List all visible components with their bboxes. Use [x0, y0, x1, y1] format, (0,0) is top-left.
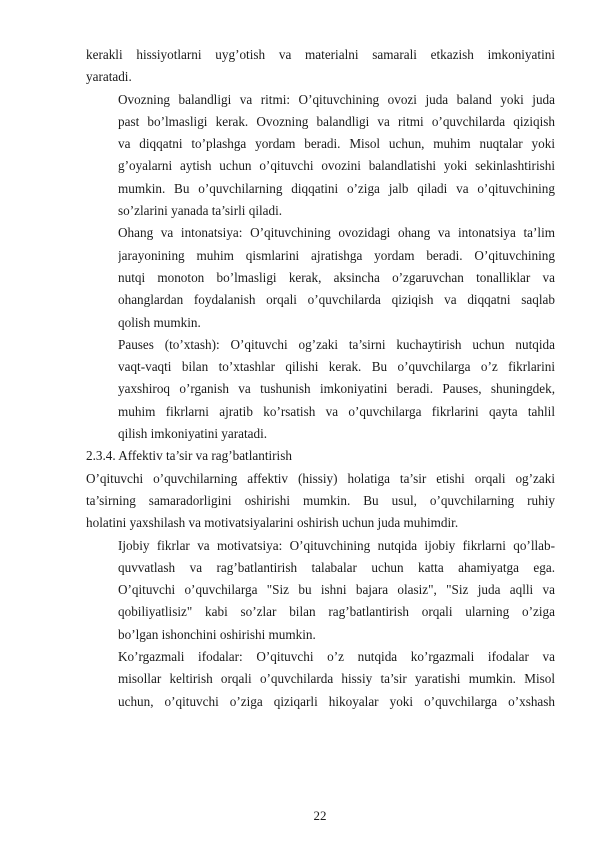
text-span: Pauses (to’xtash): O’qituvchi og’zaki ta’sirni kuchaytirish uchun nutqida: [118, 336, 555, 352]
text-line: past bo’lmasligi kerak. Ovozning balandligi va ritmi o’quvchilarda qiziqish: [118, 113, 555, 129]
bullet-item-ohang-va-intonatsiya: [118, 222, 555, 333]
text-line: nutqi monoton bo’lmasligi kerak, aksincha o’zgaruvchan tonalliklar va: [118, 269, 555, 285]
text-line: O’qituvchi o’quvchilarning affektiv (hissiy) holatiga ta’sir etishi orqali og’zaki: [86, 470, 555, 486]
text-line: qilish imkoniyatini yaratadi.: [118, 426, 268, 442]
text-line: ohanglardan foydalanish orqali o’quvchilarda qiziqish va diqqatni saqlab: [118, 292, 555, 308]
text-line: quvvatlash va rag’batlantirish talabalar uchun katta ahamiyatga ega.: [118, 559, 555, 575]
text-line: kerakli hissiyotlarni uyg’otish va materialni samarali etkazish imkoniyatini: [86, 47, 555, 62]
text-span: Ovozning balandligi va ritmi: O’qituvchining ovozi juda baland yoki juda: [118, 91, 555, 107]
text-line: va diqqatni to’plashga yordam beradi. Misol uchun, muhim nuqtalar yoki: [118, 136, 555, 152]
text-line: holatini yaxshilash va motivatsiyalarini oshirish uchun juda muhimdir.: [86, 515, 459, 531]
text-line: qobiliyatlisiz" kabi so’zlar bilan rag’batlantirish orqali ularning o’ziga: [118, 604, 555, 620]
bullet-item-ijobiy-fikrlar: [118, 535, 555, 646]
text-line: [118, 535, 555, 557]
text-line: [118, 646, 555, 668]
section-paragraph: [86, 468, 555, 535]
bullet-item-korgazmali-ifodalar: [118, 646, 555, 713]
text-line: vaqt-vaqti bilan to’xtashlar qilishi kerak. Bu o’quvchilarga o’z fikrlarini: [118, 359, 555, 375]
intro-paragraph: [86, 44, 555, 89]
text-line: jarayonining muhim qismlarini ajratishga yordam beradi. O’qituvchining: [118, 247, 555, 263]
text-line: muhim fikrlarni ajratib ko’rsatish va o’quvchilarga fikrlarini qayta tahlil: [118, 403, 555, 419]
text-line: bo’lgan ishonchini oshirishi mumkin.: [118, 626, 316, 642]
section-heading: 2.3.4. Affektiv ta’sir va rag’batlantirish: [86, 448, 292, 464]
text-line: yaratadi.: [86, 69, 132, 85]
text-line: g’oyalarni aytish uchun o’qituvchi ovozini balandlatishi yoki sekinlashtirishi: [118, 158, 555, 174]
text-line: qolish mumkin.: [118, 314, 201, 330]
text-line: misollar keltirish orqali o’quvchilarda hissiy ta’sir yaratishi mumkin. Misol: [118, 671, 555, 687]
text-span: Ko’rgazmali ifodalar: O’qituvchi o’z nutqida ko’rgazmali ifodalar va: [118, 649, 555, 665]
bullet-item-ovozning-balandligi: [118, 89, 555, 223]
text-line: ta’sirning samaradorligini oshirishi mumkin. Bu usul, o’quvchilarning ruhiy: [86, 492, 555, 508]
document-body: [86, 44, 555, 713]
text-line: [118, 334, 555, 356]
text-line: [118, 222, 555, 244]
text-line: O’qituvchi o’quvchilarga "Siz bu ishni bajara olasiz", "Siz juda aqlli va: [118, 582, 555, 598]
text-line: mumkin. Bu o’quvchilarning diqqatini o’ziga jalb qiladi va o’qituvchining: [118, 180, 555, 196]
text-line: so’zlarini yanada ta’sirli qiladi.: [118, 203, 283, 219]
page-number: 22: [313, 808, 327, 823]
text-span: Ijobiy fikrlar va motivatsiya: O’qituvchining nutqida ijobiy fikrlarni qo’llab-: [118, 537, 555, 553]
text-line: yaxshiroq o’rganish va tushunish imkoniyatini beradi. Pauses, shuningdek,: [118, 381, 555, 397]
text-span: Ohang va intonatsiya: O’qituvchining ovozidagi ohang va intonatsiya ta’lim: [118, 225, 555, 241]
text-line: [118, 89, 555, 111]
text-line: uchun, o’qituvchi o’ziga qiziqarli hikoyalar yoki o’quvchilarga o’xshash: [118, 693, 555, 709]
bullet-item-pauses: [118, 334, 555, 445]
